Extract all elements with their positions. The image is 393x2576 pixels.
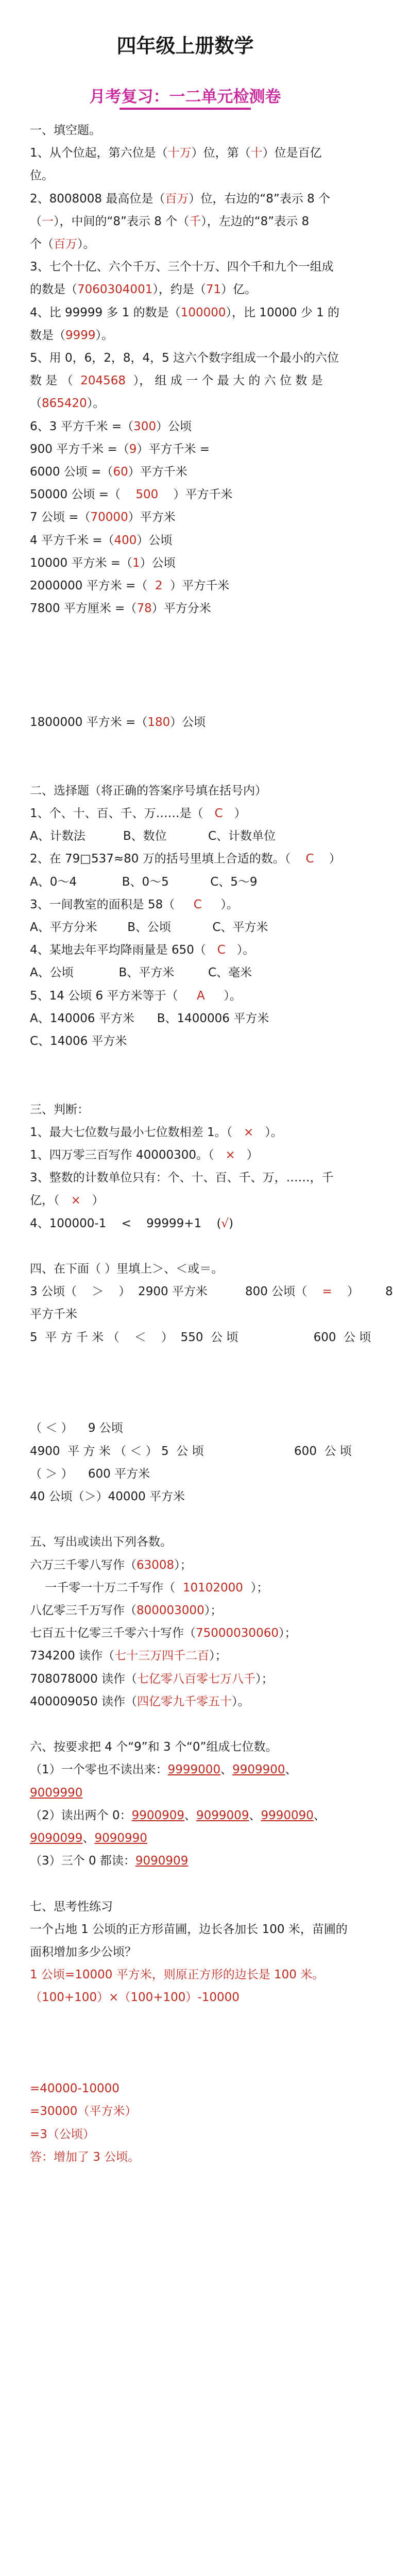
question-text: ）； [255, 1672, 274, 1686]
question-text: ） [235, 1148, 259, 1162]
text-line [30, 1260, 223, 1278]
text-line [30, 2126, 95, 2143]
text-line [30, 1670, 274, 1688]
text-line [30, 1556, 192, 1574]
text-line [30, 1329, 371, 1346]
question-text: 、 [184, 1808, 197, 1822]
question-text: 、 [82, 1832, 95, 1845]
question-text: ）。 [87, 397, 105, 411]
answer-text: 9900909 [131, 1808, 185, 1822]
text-line [30, 235, 95, 253]
text-line [30, 486, 232, 503]
answer-text: =3（公顷） [30, 2127, 95, 2141]
question-text: 四、在下面（ ）里填上＞、＜或＝。 [30, 1262, 224, 1276]
question-text: 三、判断： [30, 1103, 89, 1116]
question-text: ）公顷 [140, 556, 176, 570]
question-text: ）位是百亿 [262, 146, 322, 160]
page-title: 四年级上册数学 [116, 35, 254, 57]
question-text: ）平方千米 = [136, 442, 210, 456]
answer-text: 500 [135, 488, 159, 502]
text-line [30, 304, 339, 321]
question-text: 二、选择题（将正确的答案序号填在括号内） [30, 784, 267, 798]
text-line [30, 1419, 123, 1437]
question-text: 亿，（ [30, 1194, 71, 1208]
question-text: （3）三个 0 都读： [30, 1854, 135, 1868]
answer-text: 70000 [90, 511, 128, 524]
question-text: （ [30, 214, 42, 228]
text-line [30, 395, 105, 412]
question-text: 3 公顷（ ＞ ） 2900 平方米 800 公顷（ [30, 1285, 322, 1299]
text-line [30, 1101, 89, 1118]
text-line [30, 1898, 113, 1916]
answer-text: 十万 [167, 146, 192, 160]
question-text: 六万三千零八写作（ [30, 1558, 136, 1572]
question-text: 4 平方千米 =（ [30, 533, 114, 547]
answer-text: 千 [189, 214, 201, 228]
question-text: ）平方千米 [162, 579, 230, 592]
text-line [30, 577, 229, 595]
text-line [30, 1465, 150, 1483]
answer-text: 一 [42, 214, 54, 228]
text-line [30, 1169, 334, 1187]
question-text: ）公顷 [170, 716, 206, 730]
text-line [30, 349, 339, 367]
question-text: 734200 读作（ [30, 1649, 115, 1663]
question-text: 3、七个十亿、六个千万、三个十万、四个千和九个一组成 [30, 260, 334, 274]
answer-text: 七十三万四千二百 [114, 1649, 210, 1663]
question-text: 2、在 79□537≈80 万的括号里填上合适的数。（ [30, 852, 306, 866]
subtitle-underline [119, 108, 251, 110]
text-line [30, 1283, 393, 1300]
answer-text: 1 [132, 556, 140, 570]
question-text: 1、从个位起，第六位是（ [30, 146, 168, 160]
question-text: ）； [243, 1581, 269, 1595]
answer-text: 9999000 [167, 1763, 221, 1777]
text-line [30, 1647, 227, 1665]
text-line [30, 1579, 268, 1597]
text-line [30, 463, 187, 481]
text-line [30, 850, 341, 868]
text-line [30, 1738, 277, 1756]
question-text: ）平方分米 [151, 602, 211, 616]
question-text: 数 是 （ [30, 374, 81, 388]
text-line [30, 1693, 250, 1710]
text-line [30, 987, 242, 1005]
question-text: 八亿零三千万写作（ [30, 1604, 136, 1617]
text-line [30, 896, 238, 913]
question-text: A、0～4 B、0～5 C、5～9 [30, 875, 258, 889]
question-text: ），比 10000 少 1 的 [226, 306, 340, 319]
question-text: 一个占地 1 公顷的正方形苗圃，边长各加长 100 米，苗圃的 [30, 1922, 348, 1936]
question-text: 、 [313, 1808, 326, 1822]
answer-text: 9090909 [135, 1854, 189, 1868]
question-text: ）。 [232, 1694, 250, 1708]
text-line [30, 532, 172, 549]
answer-text: 9090099 [30, 1832, 83, 1845]
question-text: 4、比 99999 多 1 的数是（ [30, 306, 181, 319]
text-line [30, 600, 211, 617]
question-text: ）。 [95, 328, 114, 342]
question-text: 900 平方千米 =（ [30, 442, 129, 456]
answer-text: 2 [155, 579, 163, 592]
question-text: 位。 [30, 169, 54, 183]
question-text: 400009050 读作（ [30, 1694, 138, 1708]
text-line [30, 2080, 119, 2097]
text-line [30, 327, 113, 344]
text-line [30, 1921, 348, 1938]
text-line [30, 213, 309, 230]
answer-text: 100000 [180, 306, 226, 319]
answer-text: A [197, 989, 205, 1003]
question-text: ）； [278, 1626, 297, 1640]
answer-text: （100+100）×（100+100）-10000 [30, 1991, 240, 2005]
question-text: 4、某地去年平均降雨量是 650（ [30, 943, 217, 957]
question-text: ），约是（ [152, 283, 206, 297]
question-text: 、 [220, 1763, 233, 1777]
text-line [30, 827, 276, 845]
question-text: A、平方分米 B、公顷 C、平方米 [30, 921, 268, 934]
answer-text: 1 公顷=10000 平方米，则原正方形的边长是 100 米。 [30, 1968, 324, 1982]
answer-text: 865420 [42, 397, 87, 411]
question-text: ) [229, 1216, 234, 1230]
answer-text: 7060304001 [77, 283, 153, 297]
answer-text: 答：增加了 3 公顷。 [30, 2150, 140, 2164]
text-line [30, 1215, 233, 1232]
text-line [30, 782, 267, 800]
text-line [30, 2148, 140, 2166]
text-line [30, 1032, 127, 1050]
question-text: 1800000 平方米 =（ [30, 716, 148, 730]
question-text: ）， 组 成 一 个 最 大 的 六 位 数 是 [126, 374, 323, 388]
answer-text: C [193, 897, 202, 911]
question-text: 五、写出或读出下列各数。 [30, 1535, 172, 1549]
question-text: 七百五十亿零三千零六十写作（ [30, 1626, 196, 1640]
question-text: ）位，右边的“8”表示 8 个 [189, 192, 331, 206]
question-text: 10000 平方米 =（ [30, 556, 133, 570]
question-text: ）平方千米 [158, 488, 233, 502]
text-line [30, 1807, 326, 1824]
text-line [30, 1010, 269, 1027]
question-text: ） 8 [332, 1285, 393, 1299]
answer-text: × [71, 1194, 81, 1208]
text-line [30, 1829, 147, 1847]
answer-text: 百万 [54, 238, 77, 251]
answer-text: 七亿零八百零七万八千 [137, 1672, 256, 1686]
question-text: （ ＜ ） 9 公顷 [30, 1421, 123, 1435]
text-line [30, 1488, 185, 1505]
answer-text: 百万 [165, 192, 189, 206]
question-text: 5 平 方 千 米 （ ＜ ） 550 公 顷 600 公 顷 [30, 1330, 371, 1344]
text-line [30, 190, 330, 208]
question-text: （2）读出两个 0： [30, 1808, 132, 1822]
answer-text: 9009990 [30, 1786, 83, 1800]
text-line [30, 258, 334, 276]
question-text: 1、四万零三百写作 40000300。（ [30, 1148, 226, 1162]
question-text: 2、8008008 最高位是（ [30, 192, 165, 206]
answer-text: 400 [114, 533, 137, 547]
question-text: 5、14 公顷 6 平方米等于（ [30, 989, 197, 1003]
text-line [30, 1784, 82, 1802]
question-text: ），左边的“8”表示 8 [201, 214, 310, 228]
answer-text: = [322, 1285, 332, 1299]
question-text: ）公顷 [136, 533, 173, 547]
text-line [30, 1306, 77, 1323]
question-text: ），中间的“8”表示 8 个（ [54, 214, 190, 228]
question-text: A、140006 平方米 B、1400006 平方米 [30, 1011, 269, 1025]
text-line [30, 1624, 296, 1642]
question-text: 50000 公顷 =（ [30, 488, 136, 502]
answer-text: 800003000 [136, 1604, 204, 1617]
text-line [30, 122, 101, 139]
question-text: 七、思考性练习 [30, 1900, 113, 1913]
answer-text: 9999 [65, 328, 96, 342]
text-line [30, 554, 176, 572]
answer-text: × [244, 1125, 254, 1139]
question-text: ）。 [225, 943, 255, 957]
answer-text: 60 [113, 465, 128, 479]
question-text: 3、整数的计数单位只有：个、十、百、千、万，……，千 [30, 1171, 334, 1185]
question-text: ）。 [77, 238, 95, 251]
answer-text: 204568 [80, 374, 126, 388]
question-text: 40 公顷（＞）40000 平方米 [30, 1490, 185, 1503]
question-text: （1）一个零也不读出来： [30, 1763, 168, 1777]
answer-text: C [217, 943, 226, 957]
question-text: 一千零一十万二千写作（ [30, 1581, 183, 1595]
answer-text: 十 [250, 146, 263, 160]
question-text: 3、一间教室的面积是 58（ [30, 897, 194, 911]
text-line [30, 1943, 136, 1961]
question-text: ）公顷 [156, 419, 192, 433]
question-text: 、 [249, 1808, 261, 1822]
question-text: 7800 平方厘米 =（ [30, 602, 137, 616]
text-line [30, 1602, 222, 1619]
text-line [30, 440, 210, 458]
text-line [30, 144, 322, 162]
question-text: ）亿。 [221, 283, 257, 297]
question-text: ） [223, 807, 246, 820]
text-line [30, 281, 257, 298]
text-line [30, 1533, 172, 1551]
question-text: ）； [209, 1649, 227, 1663]
text-line [30, 964, 252, 981]
question-text: 、 [285, 1763, 297, 1777]
text-line [30, 167, 54, 184]
text-line [30, 1989, 240, 2006]
answer-text: 71 [206, 283, 221, 297]
answer-text: 78 [136, 602, 152, 616]
answer-text: =40000-10000 [30, 2082, 119, 2096]
answer-text: 75000030060 [196, 1626, 279, 1640]
text-line [30, 1146, 259, 1164]
question-text: 的数是（ [30, 283, 77, 297]
answer-text: 四亿零九千零五十 [137, 1694, 232, 1708]
question-text: ）。 [201, 897, 238, 911]
answer-text: 9099009 [196, 1808, 249, 1822]
question-text: 六、按要求把 4 个“9”和 3 个“0”组成七位数。 [30, 1740, 278, 1754]
answer-text: 9 [129, 442, 137, 456]
answer-text: C [305, 852, 314, 866]
answer-text: 63008 [136, 1558, 175, 1572]
text-line [30, 805, 246, 822]
question-text: 4900 平 方 米 （ ＜ ） 5 公 顷 600 公 顷 [30, 1444, 352, 1458]
text-line [30, 1192, 104, 1209]
answer-text: × [225, 1148, 235, 1162]
text-line [30, 509, 176, 526]
answer-text: 9909900 [232, 1763, 285, 1777]
text-line [30, 2103, 136, 2120]
text-line [30, 941, 254, 959]
question-text: （ [30, 397, 42, 411]
question-text: ）； [174, 1558, 192, 1572]
answer-text: 300 [133, 419, 157, 433]
text-line [30, 1761, 297, 1778]
question-text: ）。 [253, 1125, 283, 1139]
text-line [30, 919, 268, 936]
question-text: 平方千米 [30, 1308, 77, 1321]
question-text: ）平方千米 [128, 465, 187, 479]
text-line [30, 418, 192, 435]
question-text: 5、用 0，6，2，8，4，5 这六个数字组成一个最小的六位 [30, 351, 339, 365]
question-text: ）。 [204, 989, 242, 1003]
question-text: 面积增加多少公顷？ [30, 1945, 136, 1959]
question-text: 数是（ [30, 328, 65, 342]
question-text: A、计数法 B、数位 C、计数单位 [30, 829, 276, 843]
question-text: ）位，第（ [191, 146, 251, 160]
answer-text: =30000（平方米） [30, 2105, 137, 2119]
question-text: 1、个、十、百、千、万……是（ [30, 807, 215, 820]
answer-text: 180 [147, 716, 170, 730]
text-line [30, 1124, 283, 1141]
question-text: ） [80, 1194, 104, 1208]
text-line [30, 1852, 188, 1870]
text-line [30, 714, 206, 731]
question-text: 一、填空题。 [30, 124, 101, 137]
question-text: 1、最大七位数与最小七位数相差 1。（ [30, 1125, 244, 1139]
answer-text: 9090990 [94, 1832, 147, 1845]
answer-text: 10102000 [182, 1581, 243, 1595]
question-text: 2000000 平方米 =（ [30, 579, 155, 592]
question-text: ） [314, 852, 341, 866]
question-text: C、14006 平方米 [30, 1035, 127, 1048]
text-line [30, 1966, 324, 1984]
question-text: 708078000 读作（ [30, 1672, 138, 1686]
question-text: ）； [204, 1604, 223, 1617]
question-text: ）平方米 [128, 511, 176, 524]
question-text: A、公顷 B、平方米 C、毫米 [30, 966, 252, 980]
text-line [30, 873, 258, 891]
question-text: 4、100000-1 < 99999+1 ( [30, 1216, 221, 1230]
text-line [30, 372, 323, 389]
question-text: （ ＞ ） 600 平方米 [30, 1467, 150, 1481]
question-text: 6、3 平方千米 =（ [30, 419, 134, 433]
answer-text: C [214, 807, 223, 820]
question-text: 6000 公顷 =（ [30, 465, 113, 479]
text-line [30, 1443, 352, 1460]
question-text: 7 公顷 =（ [30, 511, 91, 524]
question-text: 个（ [30, 238, 54, 251]
page-subtitle: 月考复习：一二单元检测卷 [89, 88, 281, 106]
answer-text: 9990090 [261, 1808, 314, 1822]
answer-text: √ [221, 1216, 229, 1230]
